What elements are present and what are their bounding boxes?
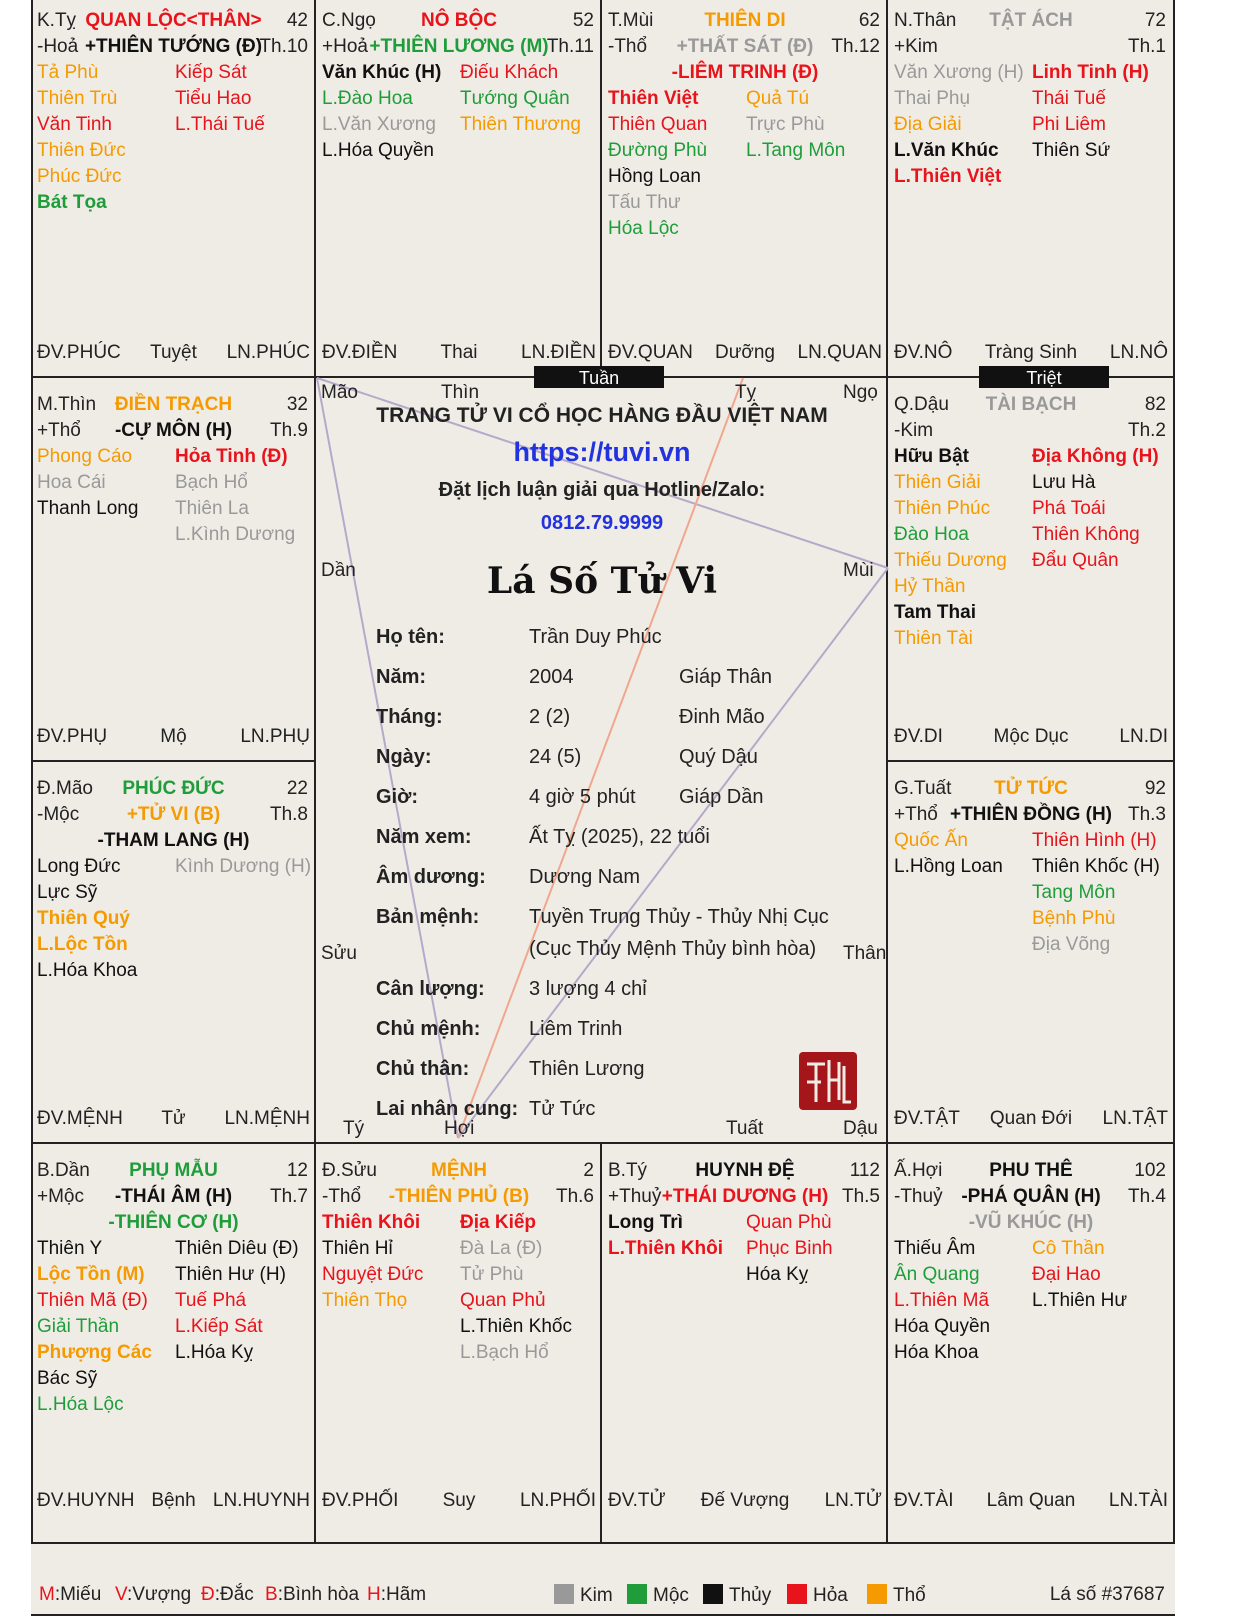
star-left: Phúc Đức	[37, 166, 122, 187]
palace-th: Th.2	[1127, 420, 1166, 441]
legend-code-value: Bình hòa	[282, 1584, 360, 1605]
element-name: Kim	[580, 1585, 613, 1606]
star-left: Thiên Tài	[894, 628, 973, 649]
palace-number: 42	[286, 10, 308, 31]
star-right: Thiên La	[175, 498, 249, 519]
star-left: Thiên Quan	[608, 114, 708, 135]
footer-dv: ĐV.NÔ	[894, 342, 953, 363]
star-right: Quan Phủ	[460, 1290, 546, 1311]
star-right: L.Kình Dương	[175, 524, 296, 545]
tuan-marker: Tuần	[534, 366, 664, 388]
info-label: Giờ:	[376, 786, 418, 808]
star-right: Thiên Khốc (H)	[1032, 856, 1160, 877]
palace-th: Th.3	[1127, 804, 1166, 825]
star-right: Quả Tú	[746, 88, 810, 109]
star-left: Văn Xương (H)	[894, 62, 1024, 83]
main-star: -THIÊN CƠ (H)	[108, 1212, 239, 1233]
palace-number: 32	[286, 394, 308, 415]
footer-dv: ĐV.TỬ	[608, 1490, 666, 1511]
info-label: Chủ thân:	[376, 1058, 470, 1080]
palace-code: Ấ.Hợi	[894, 1160, 943, 1181]
footer-ln: LN.PHỤ	[240, 726, 310, 747]
palace-element: +Thuỷ	[608, 1186, 662, 1207]
palace-element: -Mộc	[37, 804, 80, 825]
footer-ln: LN.QUAN	[797, 342, 882, 363]
info-label: Năm:	[376, 666, 427, 688]
site-url-link[interactable]: https://tuvi.vn	[513, 437, 691, 467]
star-right: L.Bạch Hổ	[460, 1342, 549, 1363]
main-star: -VŨ KHÚC (H)	[968, 1212, 1094, 1233]
star-left: Địa Giải	[894, 114, 962, 135]
star-left: Văn Khúc (H)	[322, 62, 442, 83]
triet-marker: Triệt	[979, 366, 1109, 388]
star-left: Thiên Thọ	[322, 1290, 408, 1311]
corner-ty: Tỵ	[735, 382, 757, 403]
legend-element	[787, 1584, 848, 1607]
palace-number: 2	[583, 1160, 594, 1181]
star-left: Hóa Lộc	[608, 218, 679, 239]
star-left: Thiên Đức	[37, 140, 126, 161]
legend-code-key: V	[115, 1584, 127, 1605]
star-left: Nguyệt Đức	[322, 1264, 424, 1285]
star-right: Cô Thần	[1032, 1238, 1105, 1259]
palace-name: QUAN LỘC<THÂN>	[85, 10, 262, 31]
palace-code: T.Mùi	[608, 10, 654, 31]
star-left: Tấu Thư	[608, 192, 681, 213]
main-star: +THÁI DƯƠNG (H)	[661, 1186, 829, 1207]
palace-code: M.Thìn	[37, 394, 97, 415]
phone-number[interactable]: 0812.79.9999	[540, 512, 664, 534]
star-left: Thiên Hỉ	[322, 1238, 393, 1259]
star-left: Thiên Quý	[37, 908, 130, 929]
palace-th: Th.1	[1127, 36, 1166, 57]
star-right: L.Thái Tuế	[175, 114, 265, 135]
star-right: Địa Kiếp	[460, 1212, 537, 1233]
star-right: Tuế Phá	[175, 1290, 247, 1311]
star-right: Tử Phù	[460, 1264, 524, 1285]
star-left: L.Thiên Mã	[894, 1290, 990, 1311]
legend-element	[867, 1584, 926, 1607]
footer-dv: ĐV.ĐIỀN	[322, 342, 398, 363]
palace-name: PHÚC ĐỨC	[122, 778, 225, 799]
palace-name: PHU THÊ	[989, 1160, 1073, 1181]
star-left: Văn Tinh	[37, 114, 112, 135]
legend-element	[703, 1584, 771, 1607]
star-right: Điếu Khách	[460, 62, 559, 83]
star-left: Long Đức	[37, 856, 121, 877]
footer-ln: LN.TÀI	[1108, 1490, 1168, 1511]
chart-title: Lá Số Tử Vi	[486, 560, 718, 602]
footer-stage: Tuyệt	[150, 342, 197, 363]
star-right: Thiên Hư (H)	[175, 1264, 286, 1285]
corner-dan: Dần	[321, 560, 356, 581]
footer-dv: ĐV.PHỐI	[322, 1490, 399, 1511]
footer-ln: LN.DI	[1119, 726, 1168, 747]
star-left: Thiên Phúc	[894, 498, 991, 519]
info-extra: Quý Dậu	[679, 746, 758, 768]
star-left: L.Hồng Loan	[894, 856, 1003, 877]
star-right: Kình Dương (H)	[175, 856, 312, 877]
palace-element: +Hoả	[322, 36, 368, 57]
star-right: Tướng Quân	[460, 88, 570, 109]
info-value: 2004	[529, 666, 574, 688]
star-left: L.Văn Xương	[322, 114, 436, 135]
info-label: Họ tên:	[376, 626, 445, 648]
star-left: Thiên Giải	[894, 472, 981, 493]
palace-number: 52	[572, 10, 594, 31]
corner-ty2: Tý	[343, 1118, 365, 1139]
hotline-text: Đặt lịch luận giải qua Hotline/Zalo:	[438, 479, 766, 501]
palace-name: PHỤ MẪU	[129, 1160, 218, 1181]
star-right: Trực Phù	[746, 114, 825, 135]
palace-code: N.Thân	[894, 10, 957, 31]
star-right: Tang Môn	[1032, 882, 1116, 903]
star-right: L.Tang Môn	[746, 140, 846, 161]
star-right: L.Kiếp Sát	[175, 1316, 263, 1337]
star-right: Kiếp Sát	[175, 62, 247, 83]
corner-dau: Dậu	[843, 1118, 878, 1139]
info-value: 24 (5)	[529, 746, 582, 768]
palace-code: B.Tý	[608, 1160, 648, 1181]
palace-number: 22	[286, 778, 308, 799]
palace-th: Th.10	[259, 36, 308, 57]
footer-dv: ĐV.MỆNH	[37, 1108, 123, 1129]
palace-number: 92	[1144, 778, 1166, 799]
palace-code: B.Dần	[37, 1160, 90, 1181]
palace-name: THIÊN DI	[704, 10, 786, 31]
info-label: Chủ mệnh:	[376, 1018, 481, 1040]
palace-element: +Mộc	[37, 1186, 84, 1207]
star-right: Phục Binh	[746, 1238, 833, 1259]
palace-number: 82	[1144, 394, 1166, 415]
legend-element	[554, 1584, 613, 1607]
footer-stage: Bệnh	[151, 1490, 196, 1511]
star-left: L.Hóa Quyền	[322, 140, 434, 161]
palace-th: Th.5	[841, 1186, 880, 1207]
star-left: Đào Hoa	[894, 524, 969, 545]
star-right: Địa Võng	[1032, 934, 1111, 955]
footer-stage: Thai	[440, 342, 478, 363]
info-value: Ất Tỵ (2025), 22 tuổi	[529, 826, 710, 848]
star-left: Hỷ Thần	[894, 576, 966, 597]
palace-code: Đ.Sửu	[322, 1160, 377, 1181]
star-right: Thiên Hình (H)	[1032, 830, 1157, 851]
chart-number: Lá số #37687	[1049, 1584, 1165, 1605]
star-right: Phá Toái	[1032, 498, 1106, 519]
main-star: -THÁI ÂM (H)	[114, 1186, 233, 1207]
footer-stage: Tràng Sinh	[984, 342, 1078, 363]
palace-name: MỆNH	[431, 1160, 487, 1181]
corner-tuat: Tuất	[726, 1118, 764, 1139]
star-left: Bát Tọa	[37, 192, 107, 213]
star-left: Lộc Tồn (M)	[37, 1264, 145, 1285]
star-right: L.Thiên Khốc	[460, 1316, 572, 1337]
palace-th: Th.4	[1127, 1186, 1166, 1207]
legend-element	[627, 1584, 689, 1607]
footer-ln: LN.ĐIỀN	[521, 342, 596, 363]
corner-mao: Mão	[321, 382, 358, 403]
star-right: L.Hóa Kỵ	[175, 1342, 254, 1363]
palace-element: +Thổ	[894, 804, 938, 825]
star-right: Hóa Kỵ	[746, 1264, 809, 1285]
legend-code-value: Vượng	[132, 1584, 192, 1605]
star-right: Đại Hao	[1032, 1264, 1101, 1285]
palace-th: Th.9	[269, 420, 308, 441]
legend-code-value: Miếu	[60, 1584, 102, 1605]
info-label: Lai nhân cung:	[376, 1098, 519, 1120]
footer-dv: ĐV.DI	[894, 726, 943, 747]
star-left: Tam Thai	[894, 602, 976, 623]
palace-code: Đ.Mão	[37, 778, 93, 799]
palace-name: TẬT ÁCH	[989, 10, 1073, 31]
element-swatch	[554, 1584, 574, 1604]
star-right: Linh Tinh (H)	[1032, 62, 1149, 83]
main-star: +THIÊN LƯƠNG (M)	[369, 36, 549, 57]
star-left: Thiên Trù	[37, 88, 118, 109]
palace-element: -Thuỷ	[894, 1186, 943, 1207]
star-left: L.Hóa Lộc	[37, 1394, 124, 1415]
palace-th: Th.12	[831, 36, 880, 57]
corner-suu: Sửu	[321, 943, 357, 964]
info-label: Bản mệnh:	[376, 906, 480, 928]
star-left: Thiên Y	[37, 1238, 103, 1259]
star-left: Ân Quang	[894, 1264, 980, 1285]
palace-code: G.Tuất	[894, 778, 952, 799]
footer-dv: ĐV.TÀI	[894, 1490, 954, 1511]
star-left: Thiếu Âm	[894, 1238, 976, 1259]
star-left: Phong Cáo	[37, 446, 133, 467]
element-name: Mộc	[653, 1585, 689, 1606]
footer-dv: ĐV.HUYNH	[37, 1490, 135, 1511]
star-left: Hồng Loan	[608, 166, 701, 187]
info-label: Cân lượng:	[376, 978, 485, 1000]
corner-thin: Thìn	[441, 382, 480, 403]
footer-ln: LN.TẬT	[1102, 1108, 1168, 1129]
legend-code-key: H	[367, 1584, 381, 1605]
main-star: +THIÊN ĐỒNG (H)	[949, 804, 1113, 825]
star-left: Thai Phụ	[894, 88, 971, 109]
info-value: 2 (2)	[529, 706, 571, 728]
star-right: Quan Phù	[746, 1212, 832, 1233]
star-right: Thiên Không	[1032, 524, 1140, 545]
star-left: Thanh Long	[37, 498, 139, 519]
footer-stage: Mộ	[160, 726, 187, 747]
star-left: Thiếu Dương	[894, 550, 1007, 571]
corner-mui: Mùi	[843, 560, 874, 581]
palace-element: -Thổ	[608, 36, 648, 57]
palace-element: +Kim	[894, 36, 938, 57]
info-extra: Đinh Mão	[679, 706, 765, 728]
star-right: Lưu Hà	[1032, 472, 1096, 493]
palace-name: TÀI BẠCH	[985, 394, 1077, 415]
footer-stage: Đế Vượng	[700, 1490, 790, 1511]
star-left: L.Hóa Khoa	[37, 960, 138, 981]
info-extra: Giáp Thân	[679, 666, 773, 688]
tuvi-seal-logo	[799, 1052, 857, 1110]
legend-code-value: Đắc	[220, 1584, 254, 1605]
main-star: +TỬ VI (B)	[126, 804, 221, 825]
corner-ngo: Ngọ	[843, 382, 878, 403]
info-value: 4 giờ 5 phút	[529, 786, 636, 808]
main-star: -PHÁ QUÂN (H)	[961, 1186, 1101, 1207]
palace-number: 112	[849, 1160, 880, 1181]
star-right: Đẩu Quân	[1032, 550, 1119, 571]
star-left: Thiên Mã (Đ)	[37, 1290, 148, 1311]
star-left: Long Trì	[608, 1212, 683, 1233]
main-star: +THIÊN TƯỚNG (Đ)	[84, 36, 263, 57]
star-right: Thái Tuế	[1032, 88, 1106, 109]
footer-dv: ĐV.PHÚC	[37, 342, 121, 363]
element-swatch	[703, 1584, 723, 1604]
palace-name: NÔ BỘC	[421, 10, 497, 31]
info-value: (Cục Thủy Mệnh Thủy bình hòa)	[529, 938, 817, 960]
element-name: Thủy	[729, 1585, 772, 1606]
main-star: +THẤT SÁT (Đ)	[676, 36, 814, 57]
legend-code: B:Bình hòa	[265, 1584, 360, 1605]
star-left: Hữu Bật	[894, 446, 969, 467]
main-star: -THIÊN PHỦ (B)	[388, 1186, 530, 1207]
footer-stage: Lâm Quan	[986, 1490, 1076, 1511]
star-right: Thiên Sứ	[1032, 140, 1111, 161]
palace-code: C.Ngọ	[322, 10, 376, 31]
info-extra: Giáp Dần	[679, 786, 764, 808]
info-value: Dương Nam	[529, 866, 640, 888]
star-left: L.Văn Khúc	[894, 140, 999, 161]
legend-code: M:Miếu	[39, 1584, 102, 1605]
info-value: Thiên Lương	[529, 1058, 645, 1080]
footer-dv: ĐV.QUAN	[608, 342, 693, 363]
site-title: TRANG TỬ VI CỔ HỌC HÀNG ĐẦU VIỆT NAM	[376, 404, 828, 427]
palace-number: 72	[1144, 10, 1166, 31]
palace-element: -Hoả	[37, 36, 79, 57]
star-left: Quốc Ấn	[894, 830, 968, 851]
star-right: Phi Liêm	[1032, 114, 1106, 135]
palace-number: 12	[286, 1160, 308, 1181]
legend-code-key: B	[265, 1584, 278, 1605]
corner-than: Thân	[843, 943, 887, 964]
palace-number: 102	[1134, 1160, 1166, 1181]
element-name: Hỏa	[813, 1585, 848, 1606]
element-swatch	[867, 1584, 887, 1604]
star-right: Thiên Diêu (Đ)	[175, 1238, 299, 1259]
legend-code: V:Vượng	[115, 1584, 192, 1605]
main-star: -LIÊM TRINH (Đ)	[671, 62, 819, 83]
star-left: Phượng Các	[37, 1342, 152, 1363]
legend-code: Đ:Đắc	[201, 1584, 254, 1605]
footer-ln: LN.HUYNH	[212, 1490, 310, 1511]
corner-hoi: Hợi	[444, 1118, 475, 1139]
palace-element: -Thổ	[322, 1186, 362, 1207]
element-swatch	[787, 1584, 807, 1604]
footer-stage: Dưỡng	[714, 342, 776, 363]
star-left: Thiên Khôi	[322, 1212, 421, 1233]
star-right: Thiên Thương	[460, 114, 581, 135]
star-left: Thiên Việt	[608, 88, 699, 109]
palace-code: Q.Dậu	[894, 394, 949, 415]
legend-code-key: Đ	[201, 1584, 215, 1605]
star-left: L.Thiên Việt	[894, 166, 1002, 187]
palace-name: TỬ TỨC	[994, 778, 1068, 799]
footer-stage: Quan Đới	[989, 1108, 1073, 1129]
palace-code: K.Tỵ	[37, 10, 77, 31]
info-value: 3 lượng 4 chỉ	[529, 978, 647, 1000]
palace-th: Th.11	[546, 36, 594, 57]
star-left: Hóa Quyền	[894, 1316, 991, 1337]
info-value: Tuyền Trung Thủy - Thủy Nhị Cục	[529, 906, 829, 928]
footer-ln: LN.MỆNH	[224, 1108, 310, 1129]
star-right: Địa Không (H)	[1032, 446, 1159, 467]
star-right: Bạch Hổ	[175, 472, 248, 493]
palace-th: Th.6	[555, 1186, 594, 1207]
footer-stage: Suy	[442, 1490, 476, 1511]
star-left: Đường Phù	[608, 140, 708, 161]
star-left: L.Đào Hoa	[322, 88, 413, 109]
info-label: Ngày:	[376, 746, 432, 768]
info-value: Tử Tức	[529, 1098, 596, 1120]
main-star: -CỰ MÔN (H)	[114, 420, 233, 441]
star-left: L.Thiên Khôi	[608, 1238, 724, 1259]
star-left: Bác Sỹ	[37, 1368, 98, 1389]
footer-stage: Mộc Dục	[993, 726, 1069, 747]
star-left: Hoa Cái	[37, 472, 106, 493]
info-label: Năm xem:	[376, 826, 472, 848]
element-name: Thổ	[893, 1585, 926, 1606]
star-left: L.Lộc Tồn	[37, 934, 128, 955]
info-value: Liêm Trinh	[529, 1018, 623, 1040]
star-right: Tiểu Hao	[175, 88, 252, 109]
star-left: Lực Sỹ	[37, 882, 98, 903]
footer-ln: LN.TỬ	[824, 1490, 882, 1511]
element-swatch	[627, 1584, 647, 1604]
star-right: Bệnh Phù	[1032, 908, 1116, 929]
star-right: Đà La (Đ)	[460, 1238, 543, 1259]
palace-th: Th.8	[269, 804, 308, 825]
footer-ln: LN.NÔ	[1109, 342, 1168, 363]
star-right: Hỏa Tinh (Đ)	[175, 446, 288, 467]
info-value: Trần Duy Phúc	[529, 626, 662, 648]
footer-stage: Tử	[161, 1108, 186, 1129]
palace-number: 62	[858, 10, 880, 31]
star-left: Giải Thần	[37, 1316, 120, 1337]
main-star: -THAM LANG (H)	[97, 830, 250, 851]
footer-ln: LN.PHỐI	[519, 1490, 596, 1511]
palace-name: HUYNH ĐỆ	[695, 1160, 795, 1181]
palace-name: ĐIỀN TRẠCH	[114, 394, 233, 415]
star-right: L.Thiên Hư	[1032, 1290, 1128, 1311]
footer-dv: ĐV.TẬT	[894, 1108, 960, 1129]
legend-code: H:Hãm	[367, 1584, 427, 1605]
palace-element: +Thổ	[37, 420, 81, 441]
legend-code-key: M	[39, 1584, 55, 1605]
palace-th: Th.7	[269, 1186, 308, 1207]
star-left: Tả Phù	[37, 62, 99, 83]
tuvi-chart	[31, 0, 1175, 1616]
palace-element: -Kim	[894, 420, 934, 441]
info-label: Tháng:	[376, 706, 443, 728]
legend-code-value: Hãm	[386, 1584, 427, 1605]
star-left: Hóa Khoa	[894, 1342, 979, 1363]
footer-dv: ĐV.PHỤ	[37, 726, 108, 747]
footer-ln: LN.PHÚC	[226, 342, 310, 363]
info-label: Âm dương:	[376, 866, 486, 888]
